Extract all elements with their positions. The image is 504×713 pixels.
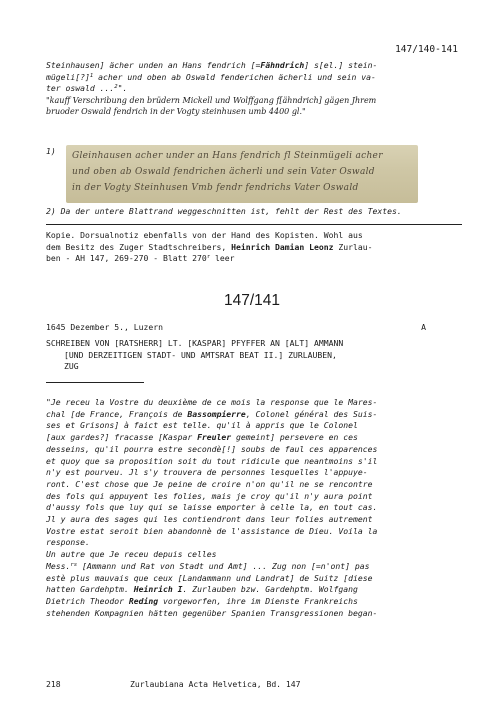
body-line: [aux gardes?] fracasse [Kaspar Freuler gemeint] persevere en ces bbox=[46, 432, 358, 443]
body-line: d'aussy fols que luy qui se laisse emporter à celle la, en tout cas. bbox=[46, 502, 378, 513]
manuscript-line: und oben ab Oswald fendrichen ächerli und sein Vater Oswald bbox=[72, 167, 375, 177]
text-line: Steinhausen] ächer unden an Hans fendrich [=Fähndrich] s[el.] stein- bbox=[46, 60, 378, 70]
body-line: Jl y aura des sages qui les contiendront dans leur folies autrement bbox=[46, 514, 373, 525]
document-number: 147/141 bbox=[223, 292, 281, 309]
body-line: n'y est pourveu. Jl s'y trouvera de personnes lesquelles l'appuye- bbox=[46, 467, 368, 478]
body-line: Vostre estat seroit bien abandonnè de l'assistance de Dieu. Voila la bbox=[46, 525, 378, 536]
body-line: et quoy que sa proposition soit du tout ridicule que neantmoins s'il bbox=[46, 455, 378, 466]
text-line: ben - AH 147, 269-270 - Blatt 270$^r$ leer bbox=[46, 253, 235, 264]
body-line: Dietrich Theodor Reding vorgeworfen, ihre im Dienste Frankreichs bbox=[46, 595, 358, 606]
heading-line: [UND DERZEITIGEN STADT- UND AMTSRAT BEAT II.] ZURLAUBEN, bbox=[64, 349, 337, 360]
text-line: Kopie. Dorsualnotiz ebenfalls von der Hand des Kopisten. Wohl aus bbox=[46, 230, 363, 240]
letter-body bbox=[46, 397, 462, 619]
body-line: des fols qui appuyent les folies, mais je croy qu'il n'y aura point bbox=[46, 490, 373, 501]
body-line: ront. C'est chose que Je peine de croire n'on qu'il ne se rencontre bbox=[46, 478, 373, 489]
text-line: dem Besitz des Zuger Stadtschreibers, Heinrich Damian Leonz Zurlau- bbox=[46, 241, 373, 252]
heading-line: ZUG bbox=[64, 361, 79, 372]
body-line: chal [de France, François de Bassompierre, Colonel général des Suis- bbox=[46, 408, 378, 419]
body-line: Mess.$^{rs}$ [Ammann und Rat von Stadt und Amt] ... Zug non [=n'ont] pas bbox=[46, 560, 370, 571]
text-line: ter oswald ...$^2$". bbox=[46, 83, 128, 94]
short-divider bbox=[46, 382, 144, 383]
heading-line: SCHREIBEN VON [RATSHERR] LT. [KASPAR] PFYFFER AN [ALT] AMMANN bbox=[46, 338, 344, 348]
manuscript-image bbox=[66, 145, 418, 203]
body-line: hatten Gardehptm. Heinrich I. Zurlauben bzw. Gardehptm. Wolfgang bbox=[46, 584, 358, 595]
document-letter: A bbox=[421, 322, 426, 332]
body-line: response. bbox=[46, 537, 90, 548]
footnote-2: 2) Da der untere Blattrand weggeschnitten ist, fehlt der Rest des Textes. bbox=[46, 206, 402, 216]
body-line: desseins, qu'il pourra estre secondè[!] soubs de faul ces apparences bbox=[46, 443, 378, 454]
manuscript-line: Gleinhausen acher under an Hans fendrich fl Steinmügeli acher bbox=[72, 151, 383, 161]
body-line: estè plus mauvais que ceux [Landammann und Landrat] de Suitz [diese bbox=[46, 572, 373, 583]
footnote-1-label: 1) bbox=[46, 146, 56, 156]
manuscript-line: in der Vogty Steinhusen Vmb fendr fendrichs Vater Oswald bbox=[72, 183, 359, 193]
body-line: stehenden Kompagnien hätten gegenüber Spanien Transgressionen began- bbox=[46, 607, 378, 618]
quote-line: "kauff Verschribung den brüdern Mickell und Wolffgang f[ähndrich] gägen Jhrem bbox=[46, 96, 377, 106]
series-title: Zurlaubiana Acta Helvetica, Bd. 147 bbox=[130, 679, 301, 689]
continued-text bbox=[46, 60, 462, 118]
body-line: Un autre que Je receu depuis celles bbox=[46, 549, 217, 560]
page-reference: 147/140-141 bbox=[395, 44, 458, 55]
source-note bbox=[46, 230, 462, 265]
dateline: 1645 Dezember 5., Luzern bbox=[46, 322, 163, 332]
body-line: "Je receu la Vostre du deuxième de ce mois la response que le Mares- bbox=[46, 397, 378, 407]
quote-line: bruoder Oswald fendrich in der Vogty steinhusen umb 4400 gl." bbox=[46, 107, 306, 117]
document-heading bbox=[46, 338, 462, 373]
divider bbox=[46, 224, 462, 225]
page-number: 218 bbox=[46, 679, 61, 689]
text-line: mügeli[?]$^1$ acher und oben ab Oswald fenderichen ächerli und sein va- bbox=[46, 71, 376, 82]
body-line: ses et Grisons] à faict est telle. qu'il à appris que le Colonel bbox=[46, 420, 358, 431]
